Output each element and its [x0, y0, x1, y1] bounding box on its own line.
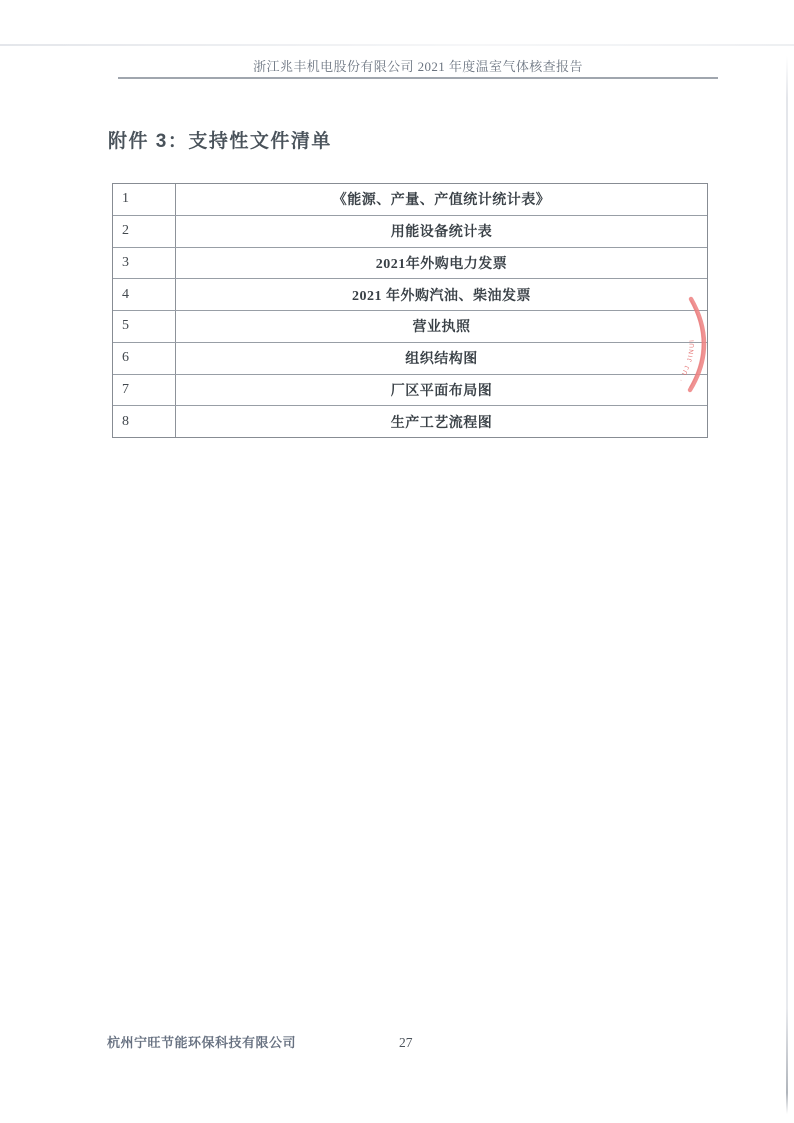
document-name-cell — [176, 343, 707, 374]
row-number-cell — [113, 343, 176, 374]
document-name: 厂区平面布局图 — [390, 383, 493, 399]
document-header-title: 浙江兆丰机电股份有限公司 2021 年度温室气体核查报告 — [253, 59, 583, 74]
row-number-cell — [113, 216, 176, 247]
row-number: 2 — [122, 223, 129, 239]
row-number-cell — [113, 406, 176, 437]
document-name-cell — [176, 184, 707, 215]
document-name-cell — [176, 216, 707, 247]
header-rule — [118, 77, 718, 79]
row-number: 4 — [122, 286, 129, 302]
scan-artifact-line — [0, 44, 794, 46]
table-row — [113, 406, 707, 437]
row-number: 6 — [122, 350, 129, 366]
document-name-cell — [176, 279, 707, 310]
row-number-cell — [113, 311, 176, 342]
document-name-cell — [176, 311, 707, 342]
document-name-cell — [176, 248, 707, 279]
page-edge-scan-line — [786, 56, 788, 1114]
row-number-cell — [113, 279, 176, 310]
table-row — [113, 375, 707, 407]
document-name-cell — [176, 406, 707, 437]
footer-company-name: 杭州宁旺节能环保科技有限公司 — [107, 1035, 297, 1050]
table-row — [113, 216, 707, 248]
document-name: 2021 年外购汽油、柴油发票 — [352, 288, 531, 304]
row-number: 3 — [122, 254, 129, 270]
seal-arc-text: · UJ JINUI — [677, 338, 696, 383]
document-name: 生产工艺流程图 — [390, 415, 493, 431]
document-name: 《能源、产量、产值统计统计表》 — [332, 193, 551, 209]
document-name-cell — [176, 375, 707, 406]
row-number: 8 — [122, 413, 129, 429]
supporting-documents-table — [112, 183, 708, 438]
table-row — [113, 184, 707, 216]
row-number-cell — [113, 375, 176, 406]
row-number: 7 — [122, 381, 129, 397]
table-row — [113, 311, 707, 343]
table-row — [113, 248, 707, 280]
document-name: 用能设备统计表 — [390, 225, 493, 241]
section-title: 附件 3：支持性文件清单 — [108, 131, 332, 152]
document-name: 2021年外购电力发票 — [375, 256, 508, 272]
table-row — [113, 343, 707, 375]
document-name: 组织结构图 — [405, 352, 478, 368]
row-number: 5 — [122, 318, 129, 334]
row-number-cell — [113, 248, 176, 279]
table-row — [113, 279, 707, 311]
page-number: 27 — [399, 1035, 413, 1050]
document-name: 营业执照 — [412, 320, 471, 336]
row-number-cell — [113, 184, 176, 215]
row-number: 1 — [122, 191, 129, 207]
